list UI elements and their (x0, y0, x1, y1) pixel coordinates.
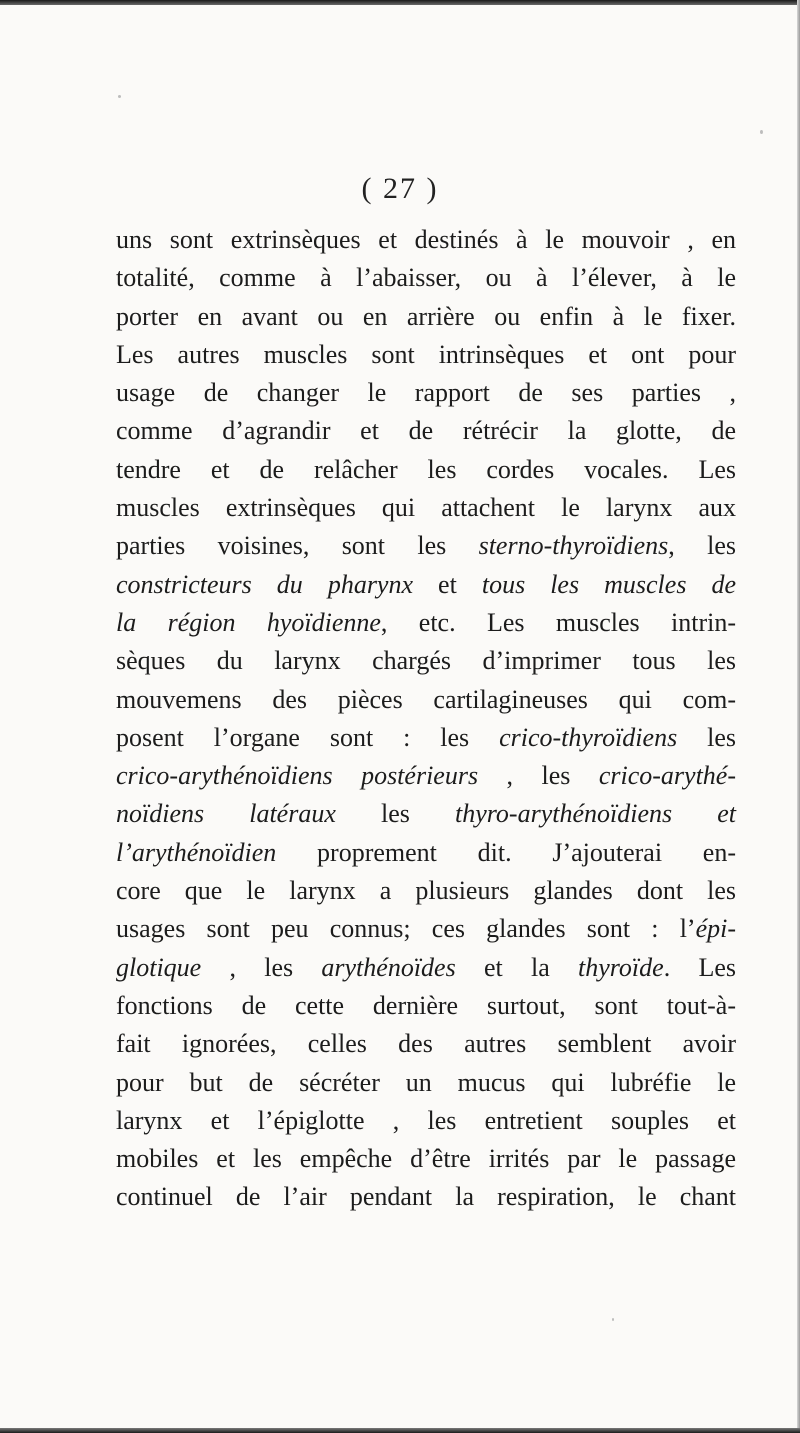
paper-speck (612, 1318, 614, 1321)
text-line (116, 719, 736, 757)
page-number: ( 27 ) (361, 172, 439, 205)
text-run: continuel de l’air pendant la respiration, le chant (116, 1182, 736, 1212)
text-line (116, 604, 736, 642)
top-edge-shadow (0, 0, 800, 5)
text-line (116, 259, 736, 297)
text-run: , les (478, 761, 599, 791)
paper-speck (760, 130, 763, 134)
text-run: comme d’agrandir et de rétrécir la glotte, de (116, 416, 736, 446)
italic-term: thyroïde (578, 952, 664, 982)
italic-term: noïdiens latéraux (116, 799, 336, 829)
text-line (116, 336, 736, 374)
text-line (116, 412, 736, 450)
text-run: pour but de sécréter un mucus qui lubréfie le (116, 1067, 736, 1097)
text-line (116, 566, 736, 604)
bottom-edge-shadow (0, 1428, 800, 1433)
text-run: Les autres muscles sont intrinsèques et ont pour (116, 339, 736, 369)
text-line (116, 1025, 736, 1063)
italic-term: crico-thyroïdiens (499, 722, 678, 752)
italic-term: sterno-thyroïdiens (478, 531, 669, 561)
text-line (116, 527, 736, 565)
text-run: totalité, comme à l’abaisser, ou à l’élever, à le (116, 263, 736, 293)
text-run: mouvemens des pièces cartilagineuses qui com- (116, 684, 736, 714)
text-run: et (413, 569, 482, 599)
text-run: posent l’organe sont : les (116, 722, 500, 752)
text-run: les (677, 722, 736, 752)
text-run: mobiles et les empêche d’être irrités par le passage (116, 1144, 736, 1174)
italic-term: tous les muscles de (481, 569, 736, 599)
italic-term: thyro-arythénoïdiens et (455, 799, 736, 829)
text-run: parties voisines, sont les (116, 531, 479, 561)
text-run: usage de changer le rapport de ses parties , (116, 378, 736, 408)
text-line (116, 987, 736, 1025)
paper-speck (118, 95, 121, 98)
text-run: sèques du larynx chargés d’imprimer tous les (116, 646, 736, 676)
text-line (116, 949, 736, 987)
text-run: les (335, 799, 455, 829)
italic-term: la région hyoïdienne (116, 607, 381, 637)
text-run: core que le larynx a plusieurs glandes dont les (116, 876, 736, 906)
text-run: fonctions de cette dernière surtout, sont tout-à- (116, 990, 736, 1020)
italic-term: arythénoïdes (321, 952, 456, 982)
text-run: . Les (663, 952, 737, 982)
body-text (116, 221, 736, 1217)
text-line (116, 910, 736, 948)
text-line (116, 1064, 736, 1102)
text-run: fait ignorées, celles des autres semblent avoir (116, 1029, 736, 1059)
text-run: tendre et de relâcher les cordes vocales. Les (116, 454, 736, 484)
text-line (116, 642, 736, 680)
text-line (116, 298, 736, 336)
text-line (116, 1140, 736, 1178)
text-line (116, 1178, 736, 1216)
italic-term: glotique (116, 952, 202, 982)
text-line (116, 834, 736, 872)
text-run: usages sont peu connus; ces glandes sont : l’ (116, 914, 696, 944)
text-run: larynx et l’épiglotte , les entretient souples et (116, 1105, 736, 1135)
text-run: muscles extrinsèques qui attachent le larynx aux (116, 493, 736, 523)
text-run: , etc. Les muscles intrin- (380, 607, 736, 637)
text-line (116, 374, 736, 412)
text-line (116, 451, 736, 489)
italic-term: crico-arythé- (598, 761, 737, 791)
italic-term: crico-arythénoïdiens postérieurs (116, 761, 479, 791)
text-line (116, 221, 736, 259)
text-run: et la (455, 952, 579, 982)
text-run: , les (668, 531, 736, 561)
italic-term: constricteurs du pharynx (116, 569, 414, 599)
text-line (116, 489, 736, 527)
text-run: uns sont extrinsèques et destinés à le mouvoir , en (116, 225, 736, 254)
text-run: , les (201, 952, 322, 982)
text-line (116, 795, 736, 833)
italic-term: épi- (695, 914, 736, 944)
text-line (116, 872, 736, 910)
text-run: porter en avant ou en arrière ou enfin à le fixer. (116, 301, 736, 331)
italic-term: l’arythénoïdien (116, 837, 277, 867)
text-line (116, 681, 736, 719)
text-run: proprement dit. J’ajouterai en- (276, 837, 736, 867)
text-line (116, 1102, 736, 1140)
text-line (116, 757, 736, 795)
